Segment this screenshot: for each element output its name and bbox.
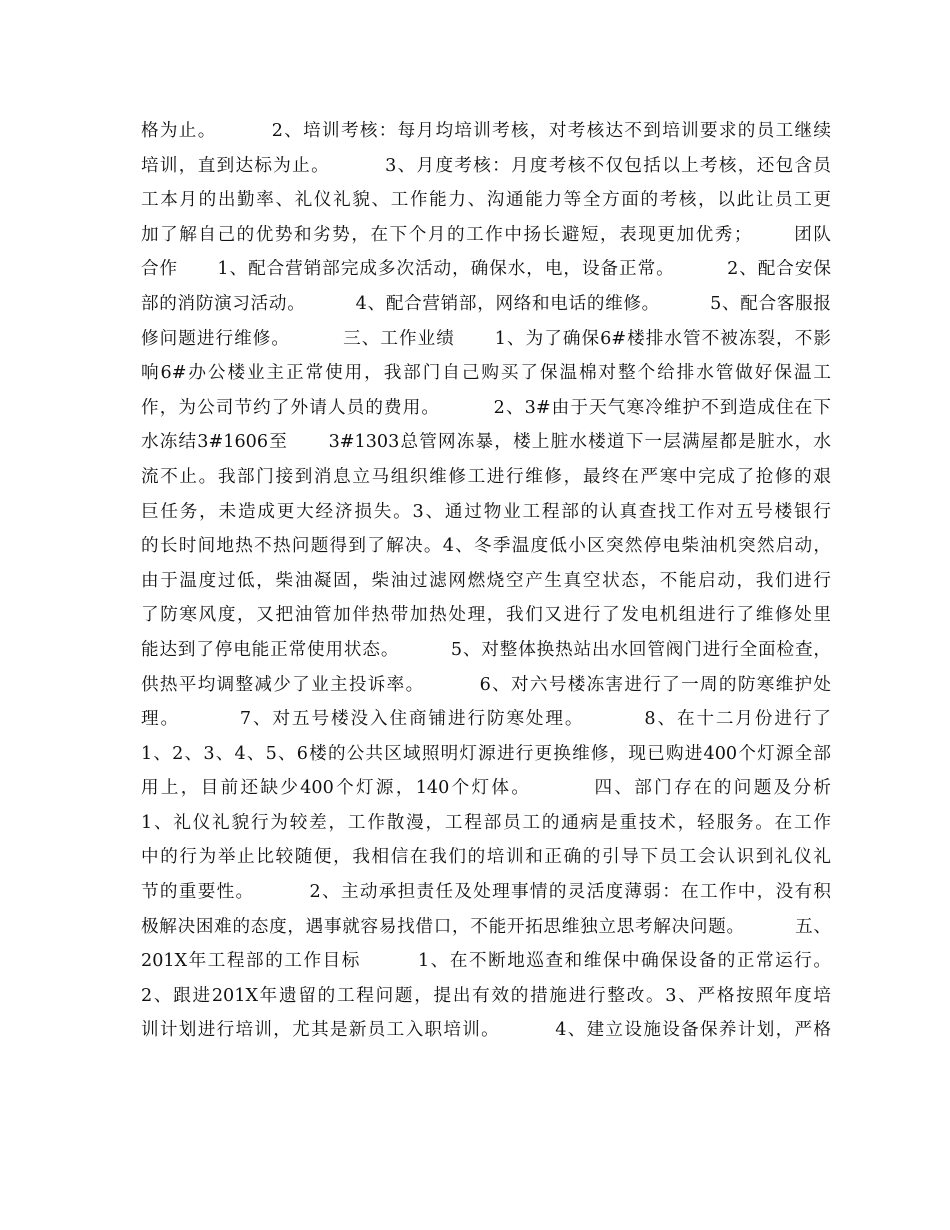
text-line: 训计划进行培训，尤其是新员工入职培训。 4、建立设施设备保养计划，严格 xyxy=(141,1020,831,1041)
text-line: 流不止。我部门接到消息立马组织维修工进行维修，最终在严寒中完成了抢修的艰 xyxy=(141,466,831,487)
text-line: 理。 7、对五号楼没入住商铺进行防寒处理。 8、在十二月份进行了 xyxy=(141,709,831,730)
text-line: 了防寒风度，又把油管加伴热带加热处理，我们又进行了发电机组进行了维修处里 xyxy=(141,605,831,626)
text-line: 的长时间地热不热问题得到了解决。4、冬季温度低小区突然停电柴油机突然启动， xyxy=(141,536,831,557)
text-line: 201X年工程部的工作目标 1、在不断地巡查和维保中确保设备的正常运行。 xyxy=(141,951,831,972)
text-line: 用上，目前还缺少400个灯源，140个灯体。 四、部门存在的问题及分析 xyxy=(141,778,831,799)
text-line: 加了解自己的优势和劣势，在下个月的工作中扬长避短，表现更加优秀； 团队 xyxy=(141,224,831,245)
text-line: 工本月的出勤率、礼仪礼貌、工作能力、沟通能力等全方面的考核，以此让员工更 xyxy=(141,190,831,211)
text-line: 供热平均调整减少了业主投诉率。 6、对六号楼冻害进行了一周的防寒维护处 xyxy=(141,674,831,695)
text-line: 合作 1、配合营销部完成多次活动，确保水，电，设备正常。 2、配合安保 xyxy=(141,259,831,280)
text-line: 培训，直到达标为止。 3、月度考核：月度考核不仅包括以上考核，还包含员 xyxy=(141,155,831,176)
text-line: 巨任务，未造成更大经济损失。3、通过物业工程部的认真查找工作对五号楼银行 xyxy=(141,501,831,522)
text-line: 格为止。 2、培训考核：每月均培训考核，对考核达不到培训要求的员工继续 xyxy=(141,121,831,141)
text-line: 能达到了停电能正常使用状态。 5、对整体换热站出水回管阀门进行全面检查， xyxy=(141,639,831,660)
text-line: 1、2、3、4、5、6楼的公共区域照明灯源进行更换维修，现已购进400个灯源全部 xyxy=(141,743,831,764)
body-text xyxy=(141,114,831,1048)
text-line: 修问题进行维修。 三、工作业绩 1、为了确保6#楼排水管不被冻裂，不影 xyxy=(141,328,831,349)
text-line: 节的重要性。 2、主动承担责任及处理事情的灵活度薄弱：在工作中，没有积 xyxy=(141,882,831,903)
text-line: 水冻结3#1606至 3#1303总管网冻暴，楼上脏水楼道下一层满屋都是脏水，水 xyxy=(141,432,831,453)
text-line: 响6#办公楼业主正常使用，我部门自己购买了保温棉对整个给排水管做好保温工 xyxy=(141,363,831,384)
text-line: 1、礼仪礼貌行为较差，工作散漫，工程部员工的通病是重技术，轻服务。在工作 xyxy=(141,812,831,833)
text-line: 中的行为举止比较随便，我相信在我们的培训和正确的引导下员工会认识到礼仪礼 xyxy=(141,847,831,868)
text-line: 极解决困难的态度，遇事就容易找借口，不能开拓思维独立思考解决问题。 五、 xyxy=(141,916,831,937)
text-line: 作，为公司节约了外请人员的费用。 2、3#由于天气寒冷维护不到造成住在下 xyxy=(141,397,831,418)
text-line: 部的消防演习活动。 4、配合营销部，网络和电话的维修。 5、配合客服报 xyxy=(141,293,831,314)
text-line: 由于温度过低，柴油凝固，柴油过滤网燃烧空产生真空状态，不能启动，我们进行 xyxy=(141,570,831,591)
text-line: 2、跟进201X年遗留的工程问题，提出有效的措施进行整改。3、严格按照年度培 xyxy=(141,985,831,1006)
